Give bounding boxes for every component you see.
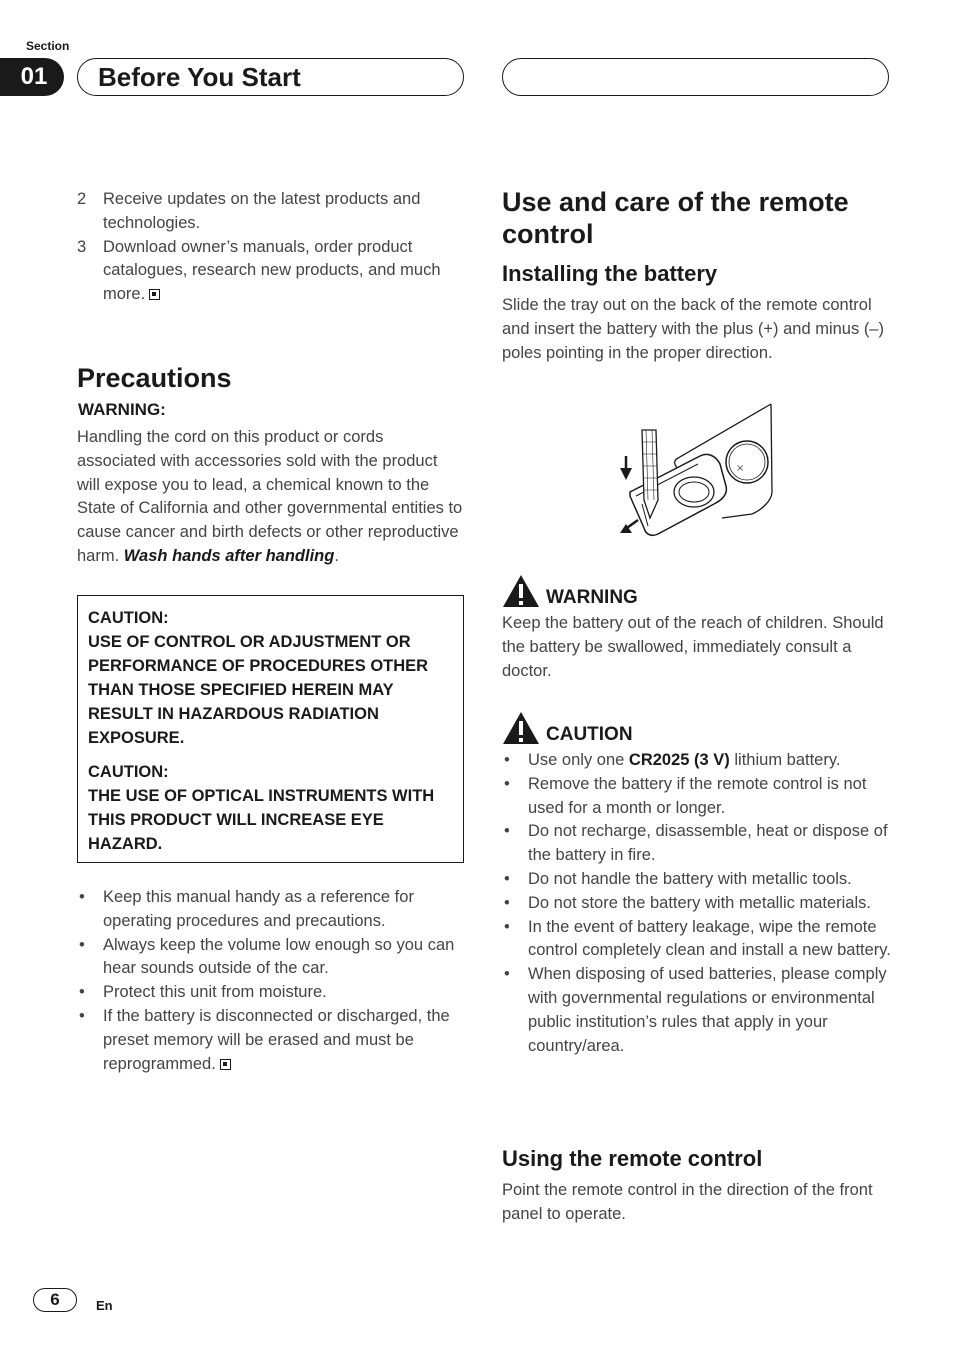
remote-care-heading: Use and care of the remote control [502, 187, 849, 249]
warning-text: Handling the cord on this product or cords associated with accessories sold with the product will expose you to lead, a chemical known to the State of California and other governmental entities to cause cancer and birth defects or other reproductive harm. [77, 428, 463, 565]
caution-label-2: CAUTION: [88, 763, 169, 781]
list-item-number: 3 [77, 237, 87, 256]
end-of-section-icon [149, 289, 160, 300]
section-title: Before You Start [98, 62, 301, 92]
section-number: 01 [0, 58, 64, 96]
warning-end: . [334, 546, 339, 565]
bullet-item: • Do not recharge, disassemble, heat or dispose of the battery in fire. [502, 820, 894, 868]
bullet-item: • Remove the battery if the remote control is not used for a month or longer. [502, 773, 894, 821]
bullet-item: • Do not handle the battery with metallic tools. [502, 868, 894, 892]
bullet-item: • When disposing of used batteries, please comply with governmental regulations or environmental public institution’s rules that apply in your country/area. [502, 963, 894, 1058]
caution-label-1: CAUTION: [88, 609, 169, 627]
bullet-item [77, 1005, 467, 1076]
bullet-item: • Protect this unit from moisture. [77, 981, 467, 1005]
warning-triangle-icon [502, 711, 540, 745]
precautions-bullets [77, 886, 467, 1076]
list-item [77, 188, 464, 236]
bullet-item: • Always keep the volume low enough so you can hear sounds outside of the car. [77, 934, 467, 982]
warning-paragraph [77, 426, 464, 569]
caution-text-2: THE USE OF OPTICAL INSTRUMENTS WITH THIS PRODUCT WILL INCREASE EYE HAZARD. [88, 787, 435, 853]
list-item [77, 236, 464, 307]
caution-box [77, 595, 464, 863]
battery-warning-text: Keep the battery out of the reach of children. Should the battery be swallowed, immediately consult a doctor. [502, 614, 884, 680]
battery-model: CR2025 (3 V) [628, 751, 730, 769]
bullet-item: • In the event of battery leakage, wipe the remote control completely clean and install a new battery. [502, 916, 894, 964]
language-code: En [96, 1298, 113, 1313]
bullet-text: lithium battery. [729, 751, 841, 769]
list-item-text: Receive updates on the latest products and technologies. [103, 190, 421, 232]
bullet-item [502, 749, 894, 773]
battery-installation-illustration [612, 400, 778, 545]
list-item-number: 2 [77, 190, 87, 208]
warning-header [502, 574, 638, 608]
bullet-text: If the battery is disconnected or discharged, the preset memory will be erased and must be reprogrammed. [103, 1006, 450, 1073]
page-number: 6 [33, 1288, 77, 1312]
warning-emphasis: Wash hands after handling [123, 546, 335, 565]
warning-label: WARNING: [78, 400, 166, 419]
numbered-list-block [77, 188, 464, 307]
caution-heading: CAUTION [546, 724, 633, 745]
svg-text:×: × [736, 463, 745, 474]
installing-battery-text: Slide the tray out on the back of the remote control and insert the battery with the plus (+) and minus (–) poles pointing in the proper direction. [502, 296, 884, 362]
section-title-bar [77, 58, 464, 96]
section-label: Section [26, 39, 70, 53]
caution-text-1: USE OF CONTROL OR ADJUSTMENT OR PERFORMANCE OF PROCEDURES OTHER THAN THOSE SPECIFIED HEREIN MAY RESULT IN HAZARDOUS RADIATION EXPOSURE. [88, 633, 429, 747]
warning-heading: WARNING [546, 587, 638, 608]
bullet-item: • Keep this manual handy as a reference for operating procedures and precautions. [77, 886, 467, 934]
installing-battery-heading: Installing the battery [502, 261, 718, 286]
list-item-text: Download owner’s manuals, order product catalogues, research new products, and much more. [103, 237, 441, 304]
caution-header [502, 711, 633, 745]
precautions-heading: Precautions [77, 363, 232, 393]
caution-bullets [502, 749, 894, 1058]
using-remote-text: Point the remote control in the direction of the front panel to operate. [502, 1181, 873, 1223]
end-of-section-icon [220, 1059, 231, 1070]
warning-triangle-icon [502, 574, 540, 608]
using-remote-heading: Using the remote control [502, 1146, 763, 1171]
bullet-text: Use only one [528, 751, 629, 769]
bullet-item: • Do not store the battery with metallic materials. [502, 892, 894, 916]
empty-header-bar [502, 58, 889, 96]
